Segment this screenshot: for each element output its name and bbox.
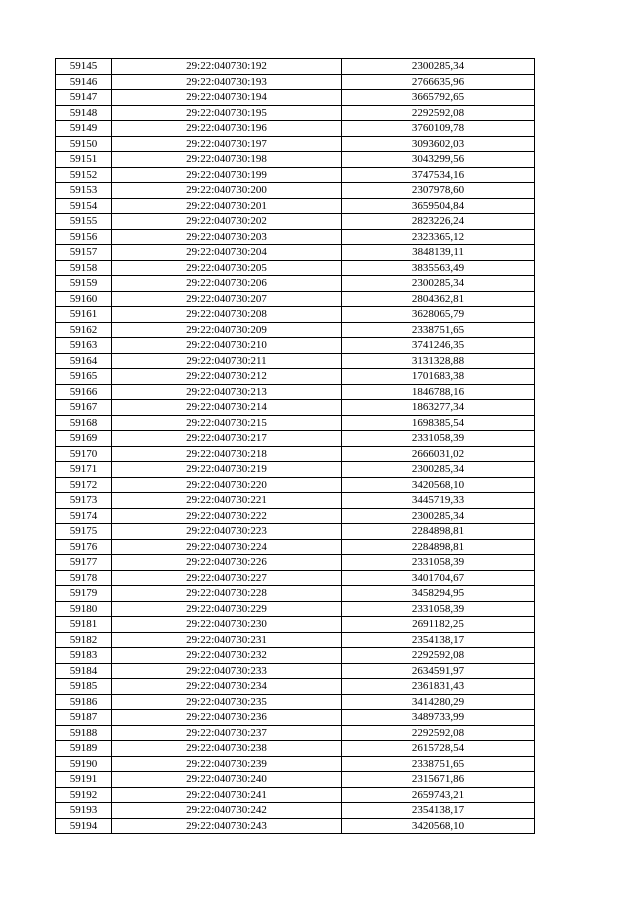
cadastral-number-cell: 29:22:040730:195 bbox=[112, 105, 342, 121]
cadastral-number-cell: 29:22:040730:208 bbox=[112, 307, 342, 323]
cadastral-value-cell: 2666031,02 bbox=[342, 446, 535, 462]
row-number-cell: 59175 bbox=[56, 524, 112, 540]
cadastral-number-cell: 29:22:040730:240 bbox=[112, 772, 342, 788]
cadastral-number-cell: 29:22:040730:227 bbox=[112, 570, 342, 586]
table-row bbox=[56, 198, 535, 214]
row-number-cell: 59157 bbox=[56, 245, 112, 261]
cadastral-number-cell: 29:22:040730:206 bbox=[112, 276, 342, 292]
row-number-cell: 59166 bbox=[56, 384, 112, 400]
cadastral-value-cell: 2292592,08 bbox=[342, 648, 535, 664]
cadastral-value-cell: 2307978,60 bbox=[342, 183, 535, 199]
table-row bbox=[56, 508, 535, 524]
row-number-cell: 59155 bbox=[56, 214, 112, 230]
cadastral-value-cell: 2292592,08 bbox=[342, 725, 535, 741]
cadastral-value-cell: 3747534,16 bbox=[342, 167, 535, 183]
cadastral-value-cell: 2331058,39 bbox=[342, 601, 535, 617]
row-number-cell: 59170 bbox=[56, 446, 112, 462]
table-row bbox=[56, 369, 535, 385]
cadastral-value-cell: 3628065,79 bbox=[342, 307, 535, 323]
table-row bbox=[56, 74, 535, 90]
row-number-cell: 59188 bbox=[56, 725, 112, 741]
cadastral-value-cell: 3835563,49 bbox=[342, 260, 535, 276]
row-number-cell: 59160 bbox=[56, 291, 112, 307]
cadastral-number-cell: 29:22:040730:237 bbox=[112, 725, 342, 741]
cadastral-value-cell: 2315671,86 bbox=[342, 772, 535, 788]
cadastral-number-cell: 29:22:040730:229 bbox=[112, 601, 342, 617]
table-row bbox=[56, 462, 535, 478]
row-number-cell: 59176 bbox=[56, 539, 112, 555]
cadastral-number-cell: 29:22:040730:223 bbox=[112, 524, 342, 540]
cadastral-value-cell: 2766635,96 bbox=[342, 74, 535, 90]
row-number-cell: 59184 bbox=[56, 663, 112, 679]
cadastral-number-cell: 29:22:040730:203 bbox=[112, 229, 342, 245]
table-row bbox=[56, 431, 535, 447]
cadastral-value-cell: 3414280,29 bbox=[342, 694, 535, 710]
cadastral-value-table bbox=[55, 58, 535, 834]
row-number-cell: 59152 bbox=[56, 167, 112, 183]
cadastral-value-cell: 3093602,03 bbox=[342, 136, 535, 152]
row-number-cell: 59162 bbox=[56, 322, 112, 338]
table-row bbox=[56, 632, 535, 648]
table-row bbox=[56, 617, 535, 633]
table-row bbox=[56, 586, 535, 602]
cadastral-value-cell: 2338751,65 bbox=[342, 756, 535, 772]
cadastral-value-cell: 3760109,78 bbox=[342, 121, 535, 137]
cadastral-number-cell: 29:22:040730:228 bbox=[112, 586, 342, 602]
table-row bbox=[56, 214, 535, 230]
cadastral-number-cell: 29:22:040730:242 bbox=[112, 803, 342, 819]
row-number-cell: 59171 bbox=[56, 462, 112, 478]
table-row bbox=[56, 322, 535, 338]
cadastral-number-cell: 29:22:040730:235 bbox=[112, 694, 342, 710]
cadastral-number-cell: 29:22:040730:194 bbox=[112, 90, 342, 106]
cadastral-value-cell: 2823226,24 bbox=[342, 214, 535, 230]
table-row bbox=[56, 105, 535, 121]
cadastral-number-cell: 29:22:040730:219 bbox=[112, 462, 342, 478]
table-row bbox=[56, 818, 535, 834]
table-row bbox=[56, 260, 535, 276]
table-row bbox=[56, 803, 535, 819]
cadastral-value-cell: 2284898,81 bbox=[342, 539, 535, 555]
table-row bbox=[56, 524, 535, 540]
row-number-cell: 59187 bbox=[56, 710, 112, 726]
table-row bbox=[56, 539, 535, 555]
table-row bbox=[56, 710, 535, 726]
cadastral-value-cell: 1863277,34 bbox=[342, 400, 535, 416]
row-number-cell: 59183 bbox=[56, 648, 112, 664]
cadastral-number-cell: 29:22:040730:215 bbox=[112, 415, 342, 431]
table-row bbox=[56, 601, 535, 617]
table-row bbox=[56, 229, 535, 245]
cadastral-value-cell: 2331058,39 bbox=[342, 555, 535, 571]
table-row bbox=[56, 136, 535, 152]
row-number-cell: 59148 bbox=[56, 105, 112, 121]
table-row bbox=[56, 59, 535, 75]
table-row bbox=[56, 679, 535, 695]
cadastral-value-cell: 2284898,81 bbox=[342, 524, 535, 540]
cadastral-number-cell: 29:22:040730:204 bbox=[112, 245, 342, 261]
row-number-cell: 59182 bbox=[56, 632, 112, 648]
cadastral-number-cell: 29:22:040730:220 bbox=[112, 477, 342, 493]
cadastral-number-cell: 29:22:040730:210 bbox=[112, 338, 342, 354]
cadastral-number-cell: 29:22:040730:211 bbox=[112, 353, 342, 369]
table-row bbox=[56, 555, 535, 571]
table-row bbox=[56, 152, 535, 168]
cadastral-number-cell: 29:22:040730:217 bbox=[112, 431, 342, 447]
cadastral-value-cell: 3848139,11 bbox=[342, 245, 535, 261]
table-row bbox=[56, 493, 535, 509]
row-number-cell: 59185 bbox=[56, 679, 112, 695]
cadastral-value-cell: 2331058,39 bbox=[342, 431, 535, 447]
row-number-cell: 59163 bbox=[56, 338, 112, 354]
row-number-cell: 59168 bbox=[56, 415, 112, 431]
row-number-cell: 59173 bbox=[56, 493, 112, 509]
table-row bbox=[56, 415, 535, 431]
cadastral-value-cell: 1698385,54 bbox=[342, 415, 535, 431]
cadastral-value-cell: 2300285,34 bbox=[342, 276, 535, 292]
cadastral-value-cell: 2338751,65 bbox=[342, 322, 535, 338]
cadastral-value-cell: 2300285,34 bbox=[342, 508, 535, 524]
cadastral-value-cell: 3445719,33 bbox=[342, 493, 535, 509]
row-number-cell: 59179 bbox=[56, 586, 112, 602]
table-row bbox=[56, 400, 535, 416]
cadastral-number-cell: 29:22:040730:233 bbox=[112, 663, 342, 679]
row-number-cell: 59154 bbox=[56, 198, 112, 214]
table-row bbox=[56, 446, 535, 462]
cadastral-number-cell: 29:22:040730:198 bbox=[112, 152, 342, 168]
cadastral-number-cell: 29:22:040730:239 bbox=[112, 756, 342, 772]
table-row bbox=[56, 741, 535, 757]
row-number-cell: 59151 bbox=[56, 152, 112, 168]
cadastral-value-cell: 3458294,95 bbox=[342, 586, 535, 602]
row-number-cell: 59194 bbox=[56, 818, 112, 834]
cadastral-value-cell: 2354138,17 bbox=[342, 632, 535, 648]
cadastral-value-cell: 2300285,34 bbox=[342, 462, 535, 478]
cadastral-number-cell: 29:22:040730:234 bbox=[112, 679, 342, 695]
table-row bbox=[56, 477, 535, 493]
cadastral-value-cell: 2659743,21 bbox=[342, 787, 535, 803]
cadastral-number-cell: 29:22:040730:230 bbox=[112, 617, 342, 633]
cadastral-number-cell: 29:22:040730:226 bbox=[112, 555, 342, 571]
cadastral-value-cell: 3489733,99 bbox=[342, 710, 535, 726]
row-number-cell: 59189 bbox=[56, 741, 112, 757]
table-row bbox=[56, 384, 535, 400]
row-number-cell: 59147 bbox=[56, 90, 112, 106]
row-number-cell: 59178 bbox=[56, 570, 112, 586]
cadastral-number-cell: 29:22:040730:241 bbox=[112, 787, 342, 803]
cadastral-number-cell: 29:22:040730:224 bbox=[112, 539, 342, 555]
row-number-cell: 59190 bbox=[56, 756, 112, 772]
cadastral-value-cell: 3741246,35 bbox=[342, 338, 535, 354]
table-row bbox=[56, 772, 535, 788]
row-number-cell: 59174 bbox=[56, 508, 112, 524]
table-row bbox=[56, 167, 535, 183]
row-number-cell: 59153 bbox=[56, 183, 112, 199]
table-row bbox=[56, 338, 535, 354]
cadastral-value-cell: 3420568,10 bbox=[342, 477, 535, 493]
row-number-cell: 59192 bbox=[56, 787, 112, 803]
table-row bbox=[56, 648, 535, 664]
cadastral-number-cell: 29:22:040730:221 bbox=[112, 493, 342, 509]
row-number-cell: 59177 bbox=[56, 555, 112, 571]
table-row bbox=[56, 291, 535, 307]
row-number-cell: 59161 bbox=[56, 307, 112, 323]
cadastral-number-cell: 29:22:040730:222 bbox=[112, 508, 342, 524]
cadastral-value-cell: 2634591,97 bbox=[342, 663, 535, 679]
cadastral-number-cell: 29:22:040730:243 bbox=[112, 818, 342, 834]
table-row bbox=[56, 570, 535, 586]
row-number-cell: 59186 bbox=[56, 694, 112, 710]
cadastral-number-cell: 29:22:040730:213 bbox=[112, 384, 342, 400]
row-number-cell: 59159 bbox=[56, 276, 112, 292]
cadastral-value-cell: 2354138,17 bbox=[342, 803, 535, 819]
table-row bbox=[56, 90, 535, 106]
row-number-cell: 59164 bbox=[56, 353, 112, 369]
table-row bbox=[56, 353, 535, 369]
cadastral-number-cell: 29:22:040730:192 bbox=[112, 59, 342, 75]
cadastral-value-cell: 1701683,38 bbox=[342, 369, 535, 385]
cadastral-value-cell: 2615728,54 bbox=[342, 741, 535, 757]
cadastral-number-cell: 29:22:040730:202 bbox=[112, 214, 342, 230]
table-row bbox=[56, 183, 535, 199]
row-number-cell: 59169 bbox=[56, 431, 112, 447]
cadastral-value-cell: 3665792,65 bbox=[342, 90, 535, 106]
cadastral-value-cell: 2804362,81 bbox=[342, 291, 535, 307]
row-number-cell: 59158 bbox=[56, 260, 112, 276]
table-row bbox=[56, 121, 535, 137]
cadastral-number-cell: 29:22:040730:232 bbox=[112, 648, 342, 664]
row-number-cell: 59150 bbox=[56, 136, 112, 152]
table-row bbox=[56, 787, 535, 803]
table-row bbox=[56, 756, 535, 772]
row-number-cell: 59191 bbox=[56, 772, 112, 788]
row-number-cell: 59145 bbox=[56, 59, 112, 75]
cadastral-value-cell: 3043299,56 bbox=[342, 152, 535, 168]
cadastral-number-cell: 29:22:040730:212 bbox=[112, 369, 342, 385]
cadastral-number-cell: 29:22:040730:238 bbox=[112, 741, 342, 757]
cadastral-number-cell: 29:22:040730:218 bbox=[112, 446, 342, 462]
table-row bbox=[56, 245, 535, 261]
cadastral-value-cell: 3401704,67 bbox=[342, 570, 535, 586]
table-row bbox=[56, 694, 535, 710]
cadastral-value-cell: 3659504,84 bbox=[342, 198, 535, 214]
cadastral-number-cell: 29:22:040730:207 bbox=[112, 291, 342, 307]
cadastral-value-cell: 3420568,10 bbox=[342, 818, 535, 834]
cadastral-value-cell: 2300285,34 bbox=[342, 59, 535, 75]
cadastral-number-cell: 29:22:040730:209 bbox=[112, 322, 342, 338]
row-number-cell: 59156 bbox=[56, 229, 112, 245]
cadastral-value-cell: 2691182,25 bbox=[342, 617, 535, 633]
table-row bbox=[56, 663, 535, 679]
row-number-cell: 59193 bbox=[56, 803, 112, 819]
cadastral-number-cell: 29:22:040730:193 bbox=[112, 74, 342, 90]
cadastral-number-cell: 29:22:040730:197 bbox=[112, 136, 342, 152]
cadastral-number-cell: 29:22:040730:196 bbox=[112, 121, 342, 137]
cadastral-number-cell: 29:22:040730:214 bbox=[112, 400, 342, 416]
cadastral-value-cell: 1846788,16 bbox=[342, 384, 535, 400]
cadastral-number-cell: 29:22:040730:199 bbox=[112, 167, 342, 183]
table-row bbox=[56, 725, 535, 741]
cadastral-number-cell: 29:22:040730:236 bbox=[112, 710, 342, 726]
row-number-cell: 59181 bbox=[56, 617, 112, 633]
cadastral-number-cell: 29:22:040730:201 bbox=[112, 198, 342, 214]
table-body bbox=[56, 59, 535, 834]
cadastral-value-cell: 2323365,12 bbox=[342, 229, 535, 245]
row-number-cell: 59165 bbox=[56, 369, 112, 385]
cadastral-number-cell: 29:22:040730:231 bbox=[112, 632, 342, 648]
cadastral-number-cell: 29:22:040730:200 bbox=[112, 183, 342, 199]
cadastral-value-cell: 2292592,08 bbox=[342, 105, 535, 121]
row-number-cell: 59167 bbox=[56, 400, 112, 416]
cadastral-value-cell: 2361831,43 bbox=[342, 679, 535, 695]
row-number-cell: 59180 bbox=[56, 601, 112, 617]
cadastral-value-cell: 3131328,88 bbox=[342, 353, 535, 369]
table-row bbox=[56, 307, 535, 323]
table-row bbox=[56, 276, 535, 292]
row-number-cell: 59172 bbox=[56, 477, 112, 493]
row-number-cell: 59146 bbox=[56, 74, 112, 90]
row-number-cell: 59149 bbox=[56, 121, 112, 137]
cadastral-number-cell: 29:22:040730:205 bbox=[112, 260, 342, 276]
